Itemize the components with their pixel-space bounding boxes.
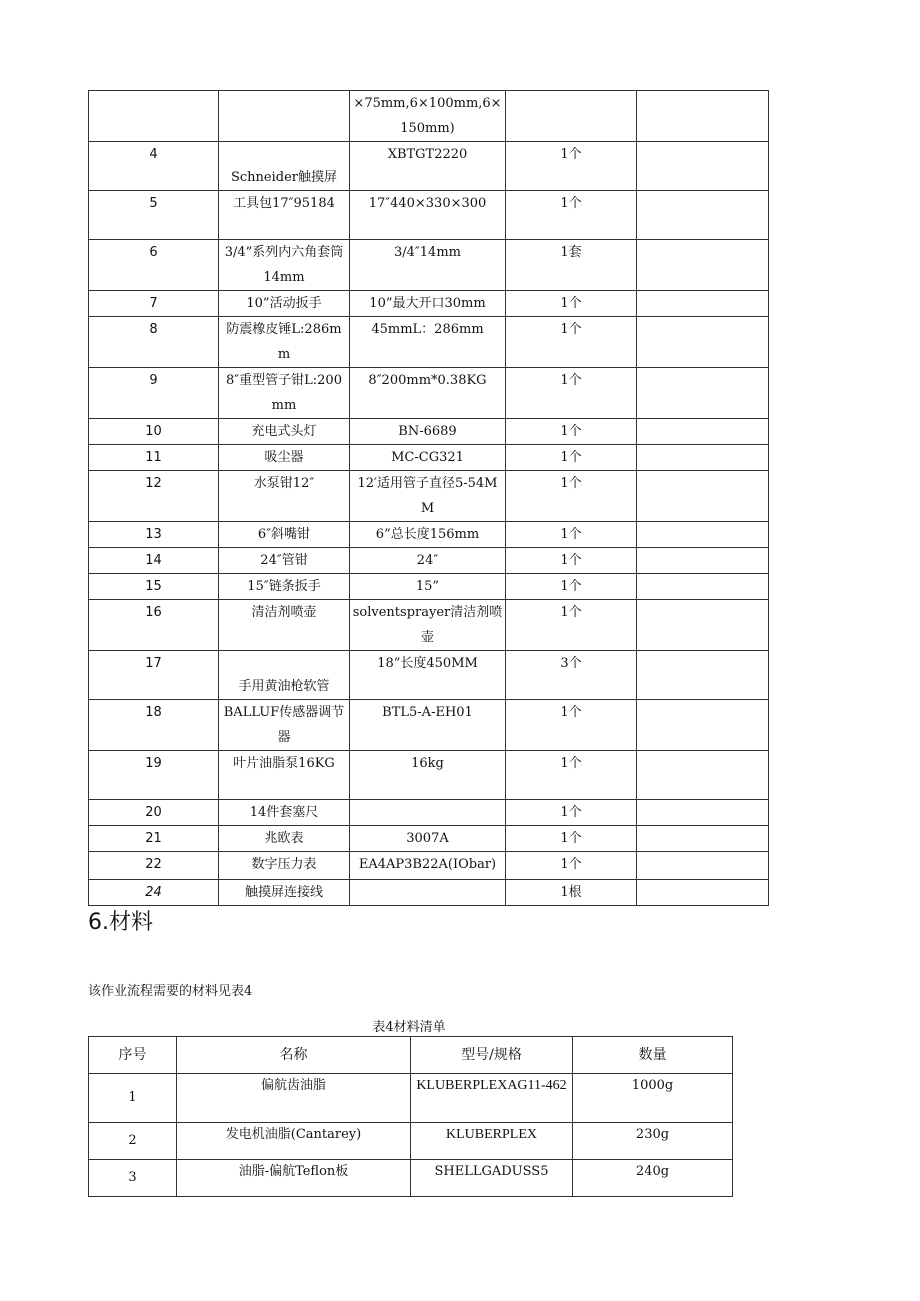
table-row bbox=[89, 826, 769, 852]
qty-cell: 1个 bbox=[506, 800, 637, 826]
table-row bbox=[89, 91, 769, 142]
qty-cell: 1个 bbox=[506, 826, 637, 852]
qty-cell: 1个 bbox=[506, 852, 637, 880]
note-cell bbox=[637, 826, 769, 852]
section-heading: 6.材料 bbox=[88, 910, 153, 935]
seq-cell: 2 bbox=[89, 1123, 177, 1160]
note-cell bbox=[637, 852, 769, 880]
intro-text: 该作业流程需要的材料见表4 bbox=[88, 984, 253, 999]
note-cell bbox=[637, 419, 769, 445]
seq-cell: 21 bbox=[89, 826, 219, 852]
seq-cell: 1 bbox=[89, 1074, 177, 1123]
seq-cell: 6 bbox=[89, 240, 219, 291]
seq-cell: 15 bbox=[89, 574, 219, 600]
spec-cell: ×75mm,6×100mm,6×150mm) bbox=[350, 91, 506, 142]
seq-cell bbox=[89, 91, 219, 142]
table-row bbox=[89, 751, 769, 800]
spec-cell: 6”总长度156mm bbox=[350, 522, 506, 548]
name-cell: 油脂-偏航Teflon板 bbox=[177, 1160, 411, 1197]
name-cell: 兆欧表 bbox=[219, 826, 350, 852]
table-row bbox=[89, 651, 769, 700]
name-cell: 防震橡皮锤L:286mm bbox=[219, 317, 350, 368]
name-cell: 发电机油脂(Cantarey) bbox=[177, 1123, 411, 1160]
table-row bbox=[89, 240, 769, 291]
spec-cell: 15” bbox=[350, 574, 506, 600]
name-cell: 偏航齿油脂 bbox=[177, 1074, 411, 1123]
name-cell: 10”活动扳手 bbox=[219, 291, 350, 317]
seq-cell: 19 bbox=[89, 751, 219, 800]
qty-cell: 1套 bbox=[506, 240, 637, 291]
table-row bbox=[89, 1074, 733, 1123]
model-cell: SHELLGADUSS5 bbox=[411, 1160, 573, 1197]
note-cell bbox=[637, 191, 769, 240]
name-cell: 6″斜嘴钳 bbox=[219, 522, 350, 548]
spec-cell: BN-6689 bbox=[350, 419, 506, 445]
spec-cell: 3/4″14mm bbox=[350, 240, 506, 291]
qty-cell: 1个 bbox=[506, 445, 637, 471]
seq-cell: 13 bbox=[89, 522, 219, 548]
name-cell: 叶片油脂泵16KG bbox=[219, 751, 350, 800]
table-row bbox=[89, 317, 769, 368]
spec-cell: 24″ bbox=[350, 548, 506, 574]
note-cell bbox=[637, 91, 769, 142]
spec-cell: 3007A bbox=[350, 826, 506, 852]
spec-cell: 12′适用管子直径5-54MM bbox=[350, 471, 506, 522]
qty-cell: 1个 bbox=[506, 548, 637, 574]
qty-cell: 1个 bbox=[506, 291, 637, 317]
spec-cell bbox=[350, 800, 506, 826]
table-row bbox=[89, 800, 769, 826]
header-qty: 数量 bbox=[573, 1037, 733, 1074]
qty-cell: 1个 bbox=[506, 471, 637, 522]
seq-cell: 16 bbox=[89, 600, 219, 651]
name-cell: BALLUF传感器调节器 bbox=[219, 700, 350, 751]
seq-cell: 5 bbox=[89, 191, 219, 240]
name-cell: 15″链条扳手 bbox=[219, 574, 350, 600]
table-row bbox=[89, 1123, 733, 1160]
table-row bbox=[89, 471, 769, 522]
name-cell: 数字压力表 bbox=[219, 852, 350, 880]
seq-cell: 3 bbox=[89, 1160, 177, 1197]
spec-cell: EA4AP3B22A(IObar) bbox=[350, 852, 506, 880]
name-cell: 24″管钳 bbox=[219, 548, 350, 574]
qty-cell: 1个 bbox=[506, 419, 637, 445]
note-cell bbox=[637, 548, 769, 574]
seq-cell: 11 bbox=[89, 445, 219, 471]
note-cell bbox=[637, 471, 769, 522]
spec-cell: 16kg bbox=[350, 751, 506, 800]
note-cell bbox=[637, 751, 769, 800]
note-cell bbox=[637, 368, 769, 419]
spec-cell bbox=[350, 880, 506, 906]
table-caption: 表4材料清单 bbox=[372, 1020, 446, 1035]
table-header-row bbox=[89, 1037, 733, 1074]
seq-cell: 9 bbox=[89, 368, 219, 419]
table-row bbox=[89, 522, 769, 548]
note-cell bbox=[637, 522, 769, 548]
table-row bbox=[89, 852, 769, 880]
note-cell bbox=[637, 651, 769, 700]
spec-cell: MC-CG321 bbox=[350, 445, 506, 471]
header-name: 名称 bbox=[177, 1037, 411, 1074]
qty-cell: 1个 bbox=[506, 574, 637, 600]
header-model: 型号/规格 bbox=[411, 1037, 573, 1074]
qty-cell: 1个 bbox=[506, 142, 637, 191]
qty-cell: 1个 bbox=[506, 368, 637, 419]
table-row bbox=[89, 419, 769, 445]
note-cell bbox=[637, 142, 769, 191]
name-cell: 清洁剂喷壶 bbox=[219, 600, 350, 651]
name-cell: 充电式头灯 bbox=[219, 419, 350, 445]
table-row bbox=[89, 880, 769, 906]
spec-cell: 8″200mm*0.38KG bbox=[350, 368, 506, 419]
table-row bbox=[89, 445, 769, 471]
name-cell: 触摸屏连接线 bbox=[219, 880, 350, 906]
table-row bbox=[89, 142, 769, 191]
name-cell: 手用黄油枪软管 bbox=[219, 651, 350, 700]
spec-cell: BTL5-A-EH01 bbox=[350, 700, 506, 751]
note-cell bbox=[637, 600, 769, 651]
spec-cell: 17″440×330×300 bbox=[350, 191, 506, 240]
note-cell bbox=[637, 574, 769, 600]
qty-cell: 1根 bbox=[506, 880, 637, 906]
table-row bbox=[89, 574, 769, 600]
note-cell bbox=[637, 317, 769, 368]
name-cell: 工具包17″95184 bbox=[219, 191, 350, 240]
seq-cell: 7 bbox=[89, 291, 219, 317]
note-cell bbox=[637, 800, 769, 826]
qty-cell: 230g bbox=[573, 1123, 733, 1160]
seq-cell: 22 bbox=[89, 852, 219, 880]
seq-cell: 12 bbox=[89, 471, 219, 522]
table-row bbox=[89, 291, 769, 317]
name-cell: 水泵钳12″ bbox=[219, 471, 350, 522]
name-cell: 吸尘器 bbox=[219, 445, 350, 471]
qty-cell bbox=[506, 91, 637, 142]
name-cell: Schneider触摸屏 bbox=[219, 142, 350, 191]
table-row bbox=[89, 548, 769, 574]
header-seq: 序号 bbox=[89, 1037, 177, 1074]
qty-cell: 1个 bbox=[506, 600, 637, 651]
seq-cell: 20 bbox=[89, 800, 219, 826]
seq-cell: 4 bbox=[89, 142, 219, 191]
seq-cell: 8 bbox=[89, 317, 219, 368]
spec-cell: XBTGT2220 bbox=[350, 142, 506, 191]
model-cell: KLUBERPLEX bbox=[411, 1123, 573, 1160]
qty-cell: 1个 bbox=[506, 751, 637, 800]
seq-cell: 18 bbox=[89, 700, 219, 751]
qty-cell: 1000g bbox=[573, 1074, 733, 1123]
qty-cell: 1个 bbox=[506, 522, 637, 548]
seq-cell: 24 bbox=[89, 880, 219, 906]
spec-cell: 18”长度450MM bbox=[350, 651, 506, 700]
table-row bbox=[89, 1160, 733, 1197]
qty-cell: 1个 bbox=[506, 191, 637, 240]
qty-cell: 3个 bbox=[506, 651, 637, 700]
spec-cell: solventsprayer清洁剂喷壶 bbox=[350, 600, 506, 651]
name-cell: 14件套塞尺 bbox=[219, 800, 350, 826]
model-cell: KLUBERPLEXAG11-462 bbox=[411, 1074, 573, 1123]
table-row bbox=[89, 700, 769, 751]
note-cell bbox=[637, 700, 769, 751]
note-cell bbox=[637, 291, 769, 317]
spec-cell: 45mmL：286mm bbox=[350, 317, 506, 368]
name-cell bbox=[219, 91, 350, 142]
table-row bbox=[89, 191, 769, 240]
seq-cell: 14 bbox=[89, 548, 219, 574]
tools-table bbox=[88, 90, 769, 906]
qty-cell: 240g bbox=[573, 1160, 733, 1197]
seq-cell: 10 bbox=[89, 419, 219, 445]
note-cell bbox=[637, 445, 769, 471]
seq-cell: 17 bbox=[89, 651, 219, 700]
note-cell bbox=[637, 880, 769, 906]
note-cell bbox=[637, 240, 769, 291]
name-cell: 3/4”系列内六角套筒14mm bbox=[219, 240, 350, 291]
table-row bbox=[89, 368, 769, 419]
qty-cell: 1个 bbox=[506, 700, 637, 751]
name-cell: 8″重型管子钳L:200mm bbox=[219, 368, 350, 419]
table-row bbox=[89, 600, 769, 651]
spec-cell: 10”最大开口30mm bbox=[350, 291, 506, 317]
qty-cell: 1个 bbox=[506, 317, 637, 368]
materials-table bbox=[88, 1036, 733, 1197]
